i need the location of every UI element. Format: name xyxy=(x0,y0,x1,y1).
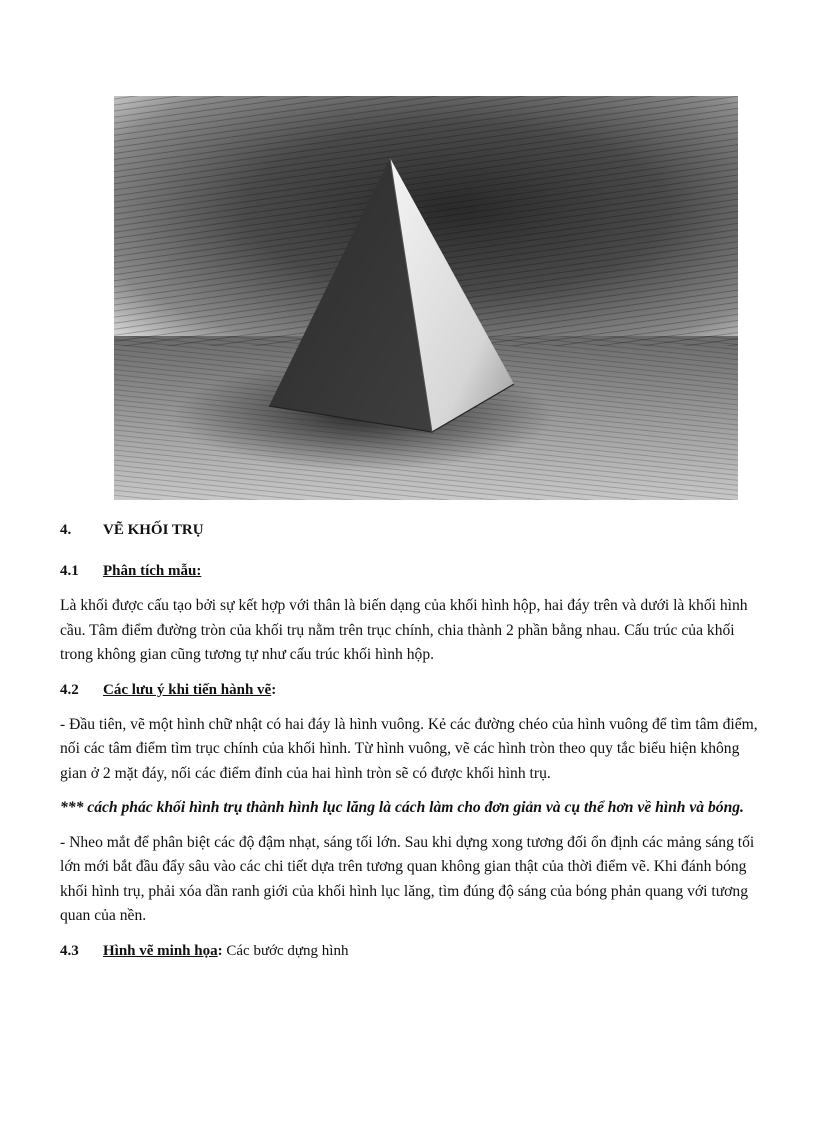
paragraph-analysis: Là khối được cấu tạo bởi sự kết hợp với thân là biến dạng của khối hình hộp, hai đáy trên và dưới là khối hình cầu. Tâm điểm đường tròn của khối trụ nằm trên trục chính, chia thành 2 phần bằng nhau. Cấu trúc của khối trong không gian cũng tương tự như cấu trúc khối hình hộp. xyxy=(60,597,748,663)
subsection-number: 4.1 xyxy=(60,563,79,579)
subsection-caption: Các bước dựng hình xyxy=(222,942,349,959)
pyramid-sketch-image xyxy=(114,96,738,500)
subsection-4-3-heading xyxy=(60,943,760,960)
subsection-colon: : xyxy=(217,942,223,959)
subsection-4-1-heading xyxy=(60,563,760,580)
subsection-title: Hình vẽ minh họa xyxy=(103,942,218,959)
subsection-title: Phân tích mẫu: xyxy=(103,563,202,579)
paragraph-note: *** cách phác khối hình trụ thành hình lục lăng là cách làm cho đơn giản và cụ thể hơn về hình và bóng. xyxy=(60,799,744,816)
subsection-colon: : xyxy=(271,681,277,698)
subsection-number: 4.3 xyxy=(60,942,79,959)
section-number: 4. xyxy=(60,522,72,538)
pyramid-sketch xyxy=(114,96,738,500)
paragraph-steps: - Đầu tiên, vẽ một hình chữ nhật có hai đáy là hình vuông. Kẻ các đường chéo của hình vuông để tìm tâm điểm, nối các tâm điểm tìm trục chính của khối hình. Từ hình vuông, vẽ các hình tròn theo quy tắc biểu hiện không gian ở 2 mặt đáy, nối các điểm đỉnh của hai hình tròn sẽ có được khối hình trụ. xyxy=(60,715,758,782)
section-heading xyxy=(60,522,760,539)
section-title: VẼ KHỐI TRỤ xyxy=(103,522,204,538)
subsection-number: 4.2 xyxy=(60,681,79,698)
paragraph-shading: - Nheo mắt để phân biệt các độ đậm nhạt, sáng tối lớn. Sau khi dựng xong tương đối ổn định các mảng sáng tối lớn mới bắt đầu đẩy sâu vào các chi tiết dựa trên tương quan không gian thật của thời điểm vẽ. Khi đánh bóng khối hình trụ, phải xóa dần ranh giới của khối hình lục lăng, tìm đúng độ sáng của bóng phản quang với tương quan của nền. xyxy=(60,833,755,924)
subsection-title: Các lưu ý khi tiến hành vẽ xyxy=(103,681,272,698)
subsection-4-2-heading xyxy=(60,682,760,699)
document-body xyxy=(60,522,760,984)
